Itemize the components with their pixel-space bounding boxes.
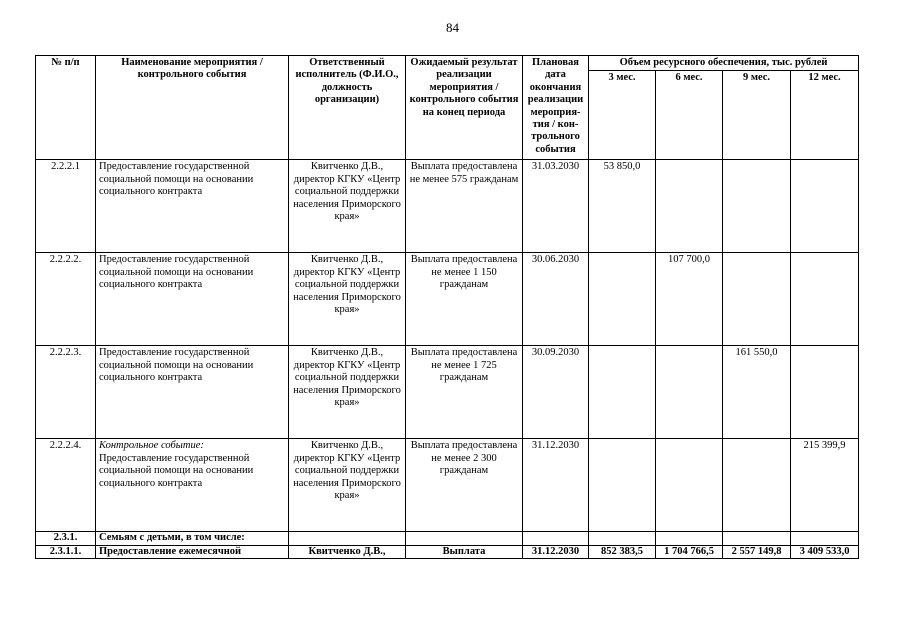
activities-table <box>35 55 859 559</box>
row-num: 2.2.2.4. <box>36 439 96 532</box>
table-row <box>36 439 859 532</box>
row-m12 <box>791 160 859 253</box>
row-m3 <box>589 253 656 346</box>
empty-cell <box>589 532 656 545</box>
table-row <box>36 346 859 439</box>
header-m3: 3 мес. <box>589 71 656 160</box>
empty-cell <box>723 532 791 545</box>
header-resources: Объем ресурсного обеспечения, тыс. рублей <box>589 56 859 71</box>
row-result: Выплата предоставлена не менее 2 300 гражданам <box>406 439 523 532</box>
header-responsible: Ответственный исполнитель (Ф.И.О., должность организации) <box>289 56 406 160</box>
row-m9 <box>723 253 791 346</box>
row-name <box>96 253 289 346</box>
header-row <box>36 56 859 71</box>
row-responsible: Квитченко Д.В., директор КГКУ «Центр социальной поддержки населения Приморского края» <box>289 346 406 439</box>
empty-cell <box>656 532 723 545</box>
header-m9: 9 мес. <box>723 71 791 160</box>
row-m6 <box>656 346 723 439</box>
row-result: Выплата <box>406 545 523 558</box>
row-responsible: Квитченко Д.В., директор КГКУ «Центр социальной поддержки населения Приморского края» <box>289 160 406 253</box>
row-responsible: Квитченко Д.В., директор КГКУ «Центр социальной поддержки населения Приморского края» <box>289 253 406 346</box>
row-date: 31.12.2030 <box>523 545 589 558</box>
empty-cell <box>791 532 859 545</box>
row-responsible: Квитченко Д.В., <box>289 545 406 558</box>
row-m12: 3 409 533,0 <box>791 545 859 558</box>
row-m9 <box>723 160 791 253</box>
header-result: Ожидаемый результат реализации мероприятия / контрольного события на конец периода <box>406 56 523 160</box>
table-row <box>36 532 859 545</box>
row-m6 <box>656 439 723 532</box>
row-date: 31.03.2030 <box>523 160 589 253</box>
empty-cell <box>289 532 406 545</box>
row-name-text: Предоставление государственной социальной помощи на основании социального контракта <box>99 161 254 198</box>
row-name <box>96 439 289 532</box>
row-result: Выплата предоставлена не менее 575 гражданам <box>406 160 523 253</box>
header-m6: 6 мес. <box>656 71 723 160</box>
row-m9: 161 550,0 <box>723 346 791 439</box>
row-m9: 2 557 149,8 <box>723 545 791 558</box>
row-num: 2.2.2.2. <box>36 253 96 346</box>
row-m3: 852 383,5 <box>589 545 656 558</box>
row-m12: 215 399,9 <box>791 439 859 532</box>
row-name: Семьям с детьми, в том числе: <box>96 532 289 545</box>
row-name-text: Предоставление государственной социальной помощи на основании социального контракта <box>99 347 254 384</box>
row-num: 2.3.1. <box>36 532 96 545</box>
row-m12 <box>791 253 859 346</box>
row-date: 31.12.2030 <box>523 439 589 532</box>
row-m6 <box>656 160 723 253</box>
row-num: 2.2.2.1 <box>36 160 96 253</box>
table-row <box>36 160 859 253</box>
row-name: Предоставление ежемесячной <box>96 545 289 558</box>
row-name <box>96 160 289 253</box>
header-m12: 12 мес. <box>791 71 859 160</box>
header-date: Плановая дата окончания реализации мероприя-тия / кон-трольного события <box>523 56 589 160</box>
row-name-text: Предоставление государственной социальной помощи на основании социального контракта <box>99 452 254 489</box>
row-m3 <box>589 346 656 439</box>
row-result: Выплата предоставлена не менее 1 725 гражданам <box>406 346 523 439</box>
row-num: 2.3.1.1. <box>36 545 96 558</box>
header-num: № п/п <box>36 56 96 160</box>
page-number: 84 <box>446 20 459 35</box>
row-name <box>96 346 289 439</box>
row-m3: 53 850,0 <box>589 160 656 253</box>
row-result: Выплата предоставлена не менее 1 150 гражданам <box>406 253 523 346</box>
empty-cell <box>406 532 523 545</box>
table-row <box>36 253 859 346</box>
table-row <box>36 545 859 558</box>
row-date: 30.09.2030 <box>523 346 589 439</box>
header-name: Наименование мероприятия / контрольного события <box>96 56 289 160</box>
row-prefix: Контрольное событие: <box>99 440 204 452</box>
row-m6: 107 700,0 <box>656 253 723 346</box>
row-m3 <box>589 439 656 532</box>
row-m9 <box>723 439 791 532</box>
row-num: 2.2.2.3. <box>36 346 96 439</box>
row-m6: 1 704 766,5 <box>656 545 723 558</box>
row-m12 <box>791 346 859 439</box>
row-date: 30.06.2030 <box>523 253 589 346</box>
row-name-text: Предоставление государственной социальной помощи на основании социального контракта <box>99 254 254 291</box>
row-responsible: Квитченко Д.В., директор КГКУ «Центр социальной поддержки населения Приморского края» <box>289 439 406 532</box>
empty-cell <box>523 532 589 545</box>
